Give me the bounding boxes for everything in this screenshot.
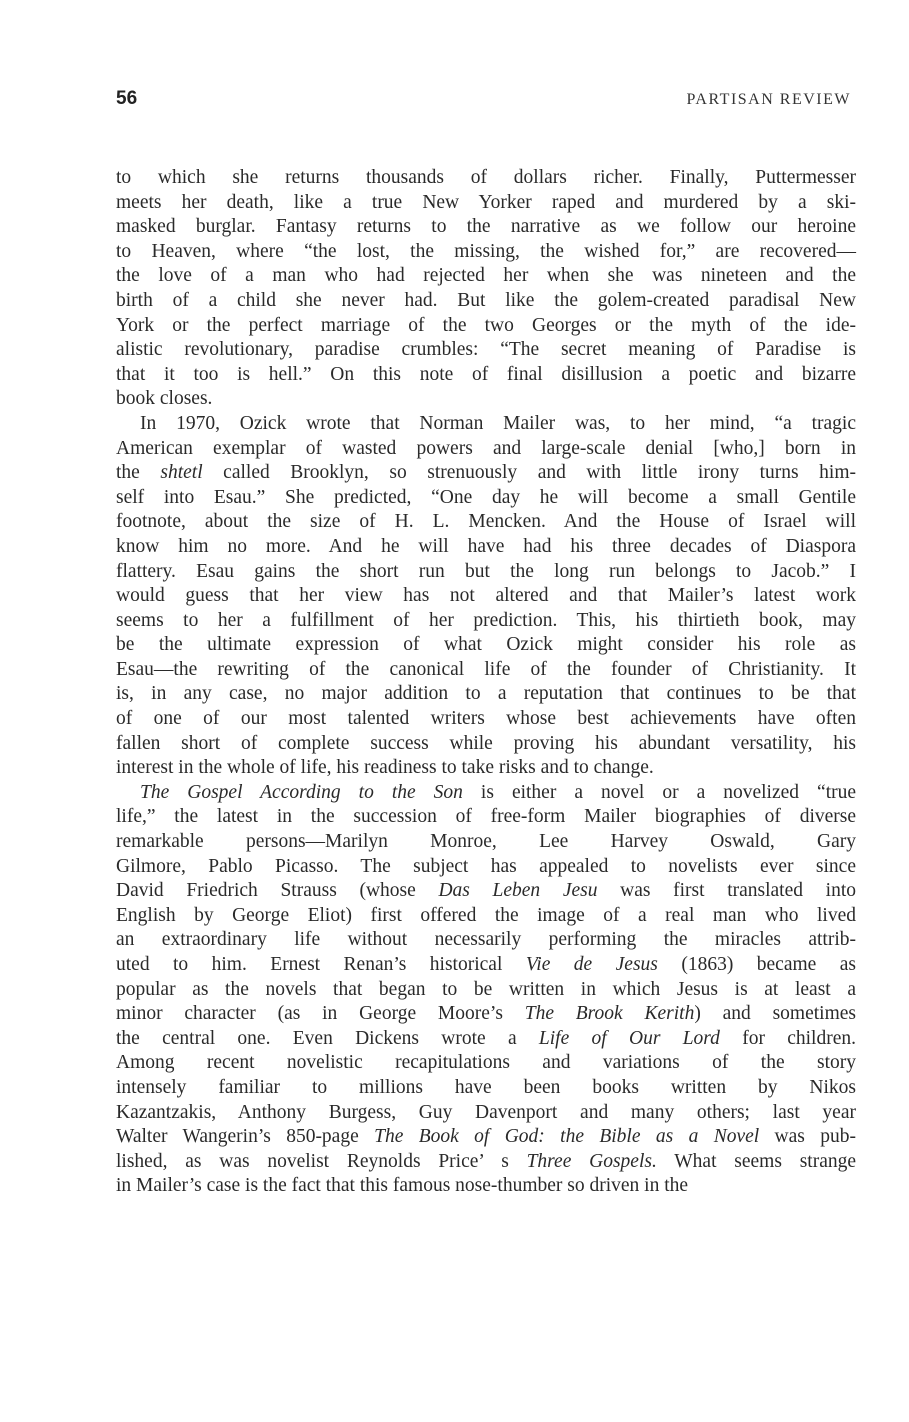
text-line: [116, 510, 856, 535]
text-run: In 1970, Ozick wrote that Norman Mailer was, to her mind, “a tragic: [140, 412, 856, 434]
text-run: uted to him. Ernest Renan’s historical: [116, 954, 526, 975]
text-line: [116, 1150, 856, 1175]
text-line: [116, 560, 856, 585]
text-line: [116, 928, 856, 953]
body-text: [116, 166, 856, 1199]
text-run: alistic revolutionary, paradise crumbles: “The secret meaning of Paradise is: [116, 339, 856, 361]
italic-text: The Book of God: the Bible as a Novel: [374, 1126, 760, 1148]
text-run: life,” the latest in the succession of free-form Mailer biographies of diverse: [116, 806, 856, 828]
text-line: [116, 658, 856, 683]
text-run: Among recent novelistic recapitulations and variations of the story: [116, 1052, 856, 1074]
text-run: seems to her a fulfillment of her prediction. This, his thirtieth book, may: [116, 609, 856, 631]
text-line: [116, 486, 856, 511]
text-run: Esau—the rewriting of the canonical life of the founder of Christianity. It: [116, 658, 856, 680]
text-line: [116, 264, 856, 289]
italic-text: Vie de Jesus: [525, 954, 658, 975]
text-run: birth of a child she never had. But like the golem-created paradisal New: [116, 289, 856, 311]
text-line: [116, 879, 856, 904]
text-line: [116, 830, 856, 855]
page-number: 56: [116, 88, 138, 109]
text-line: [116, 166, 856, 191]
text-line: [116, 805, 856, 830]
text-run: is either a novel or a novelized “true: [462, 781, 857, 803]
text-run: English by George Eliot) first offered the image of a real man who lived: [116, 904, 856, 926]
text-run: to which she returns thousands of dollars richer. Finally, Puttermesser: [116, 167, 856, 188]
text-run: for children.: [719, 1027, 856, 1049]
text-line: [116, 535, 856, 560]
text-line: [116, 1002, 856, 1027]
text-line: [116, 338, 856, 363]
text-run: masked burglar. Fantasy returns to the narrative as we follow our heroine: [116, 216, 856, 238]
text-run: to Heaven, where “the lost, the missing, the wished for,” are recovered—: [116, 240, 856, 262]
text-line: [116, 191, 856, 216]
italic-text: Three Gospels.: [526, 1150, 657, 1172]
text-line: [116, 289, 856, 314]
text-run: David Friedrich Strauss (whose: [116, 880, 439, 902]
text-line: [116, 363, 856, 388]
text-line: [116, 682, 856, 707]
text-run: the: [116, 462, 161, 484]
text-line: [116, 1174, 856, 1199]
text-line: [116, 756, 856, 781]
text-run: lished, as was novelist Reynolds Price’ s: [116, 1150, 527, 1172]
text-line: [116, 1125, 856, 1150]
text-run: popular as the novels that began to be written in which Jesus is at least a: [116, 978, 856, 1000]
text-line: [116, 732, 856, 757]
text-run: is, in any case, no major addition to a reputation that continues to be that: [116, 683, 856, 705]
text-run: know him no more. And he will have had his three decades of Diaspora: [116, 535, 856, 557]
paragraph: [116, 412, 856, 781]
text-run: the central one. Even Dickens wrote a: [116, 1027, 539, 1049]
text-line: [116, 781, 856, 806]
text-line: [116, 953, 856, 978]
text-line: [116, 1027, 856, 1052]
text-line: [116, 707, 856, 732]
text-line: [116, 633, 856, 658]
text-run: ) and sometimes: [694, 1003, 856, 1025]
text-run: Kazantzakis, Anthony Burgess, Guy Davenport and many others; last year: [116, 1101, 856, 1123]
italic-text: shtetl: [160, 462, 203, 484]
text-run: that it too is hell.” On this note of final disillusion a poetic and bizarre: [116, 363, 856, 385]
text-run: the love of a man who had rejected her when she was nineteen and the: [116, 265, 856, 287]
text-line: [116, 437, 856, 462]
text-run: (1863) became as: [657, 954, 856, 975]
italic-text: Das Leben Jesu: [438, 880, 598, 902]
italic-text: The Brook Kerith: [524, 1003, 695, 1025]
text-run: of one of our most talented writers whose best achievements have often: [116, 708, 856, 730]
text-run: meets her death, like a true New Yorker raped and murdered by a ski-: [116, 191, 856, 213]
italic-text: Life of Our Lord: [538, 1027, 720, 1049]
page-header: [116, 88, 851, 110]
text-run: called Brooklyn, so strenuously and with little irony turns him-: [202, 462, 856, 484]
text-line: [116, 314, 856, 339]
text-run: What seems strange: [656, 1150, 857, 1172]
text-run: book closes.: [116, 388, 213, 410]
text-line: [116, 609, 856, 634]
text-run: intensely familiar to millions have been books written by Nikos: [116, 1076, 856, 1098]
text-run: be the ultimate expression of what Ozick might consider his role as: [116, 634, 856, 656]
paragraph: [116, 781, 856, 1199]
text-run: was pub-: [759, 1126, 856, 1148]
text-run: Walter Wangerin’s 850-page: [116, 1126, 375, 1148]
running-head: PARTISAN REVIEW: [686, 91, 851, 108]
text-run: minor character (as in George Moore’s: [116, 1003, 525, 1025]
text-run: was first translated into: [597, 880, 856, 902]
text-line: [116, 584, 856, 609]
text-run: fallen short of complete success while proving his abundant versatility, his: [116, 732, 856, 754]
text-line: [116, 978, 856, 1003]
text-run: American exemplar of wasted powers and large-scale denial [who,] born in: [116, 437, 856, 459]
text-run: footnote, about the size of H. L. Mencken. And the House of Israel will: [116, 511, 856, 533]
text-line: [116, 855, 856, 880]
text-run: interest in the whole of life, his readiness to take risks and to change.: [116, 757, 654, 779]
text-line: [116, 1076, 856, 1101]
text-line: [116, 240, 856, 265]
text-run: in Mailer’s case is the fact that this famous nose-thumber so driven in the: [116, 1175, 689, 1197]
text-line: [116, 412, 856, 437]
text-run: York or the perfect marriage of the two Georges or the myth of the ide-: [116, 314, 856, 336]
text-run: would guess that her view has not altered and that Mailer’s latest work: [116, 585, 856, 607]
text-run: flattery. Esau gains the short run but the long run belongs to Jacob.” I: [116, 560, 856, 582]
text-run: Gilmore, Pablo Picasso. The subject has appealed to novelists ever since: [116, 855, 856, 877]
text-line: [116, 904, 856, 929]
text-run: self into Esau.” She predicted, “One day he will become a small Gentile: [116, 486, 856, 508]
text-line: [116, 1101, 856, 1126]
italic-text: The Gospel According to the Son: [140, 781, 463, 803]
text-run: remarkable persons—Marilyn Monroe, Lee Harvey Oswald, Gary: [116, 831, 856, 853]
paragraph: [116, 166, 856, 412]
text-line: [116, 1051, 856, 1076]
text-line: [116, 215, 856, 240]
text-line: [116, 387, 856, 412]
text-run: an extraordinary life without necessarily performing the miracles attrib-: [116, 929, 856, 951]
text-line: [116, 461, 856, 486]
